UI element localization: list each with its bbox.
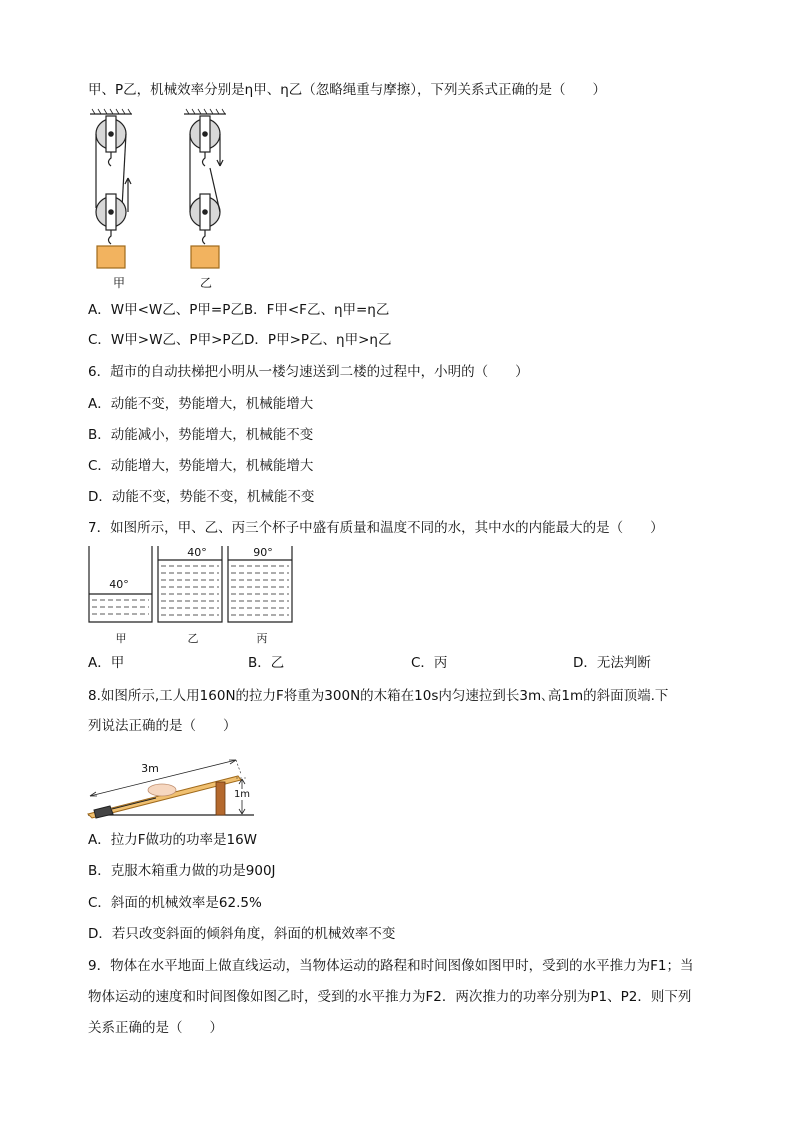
- q8-option-a: A．拉力F做功的功率是16W: [88, 832, 258, 848]
- q6-stem: 6．超市的自动扶梯把小明从一楼匀速送到二楼的过程中，小明的（ ）: [88, 364, 529, 380]
- cup-label-jia: 甲: [115, 632, 127, 645]
- q9-line2: 物体运动的速度和时间图像如图乙时，受到的水平推力为F2．两次推力的功率分别为P1、P2．则下列: [88, 989, 692, 1005]
- fig-label-yi: 乙: [199, 276, 212, 290]
- q8-option-d: D．若只改变斜面的倾斜角度，斜面的机械效率不变: [88, 926, 396, 942]
- pulley-figure: [84, 108, 244, 298]
- q5-stem-tail: 甲、P乙，机械效率分别是η甲、η乙（忽略绳重与摩擦），下列关系式正确的是（ ）: [88, 82, 607, 98]
- q6-option-c: C．动能增大，势能增大，机械能增大: [88, 458, 314, 474]
- q7-option-a: A．甲: [88, 655, 125, 671]
- cup-temp-bing: 90°: [253, 546, 273, 559]
- q8-option-c: C．斜面的机械效率是62.5%: [88, 895, 262, 911]
- q8-stem-line2: 列说法正确的是（ ）: [88, 718, 237, 734]
- q5-options-cd: C．W甲>W乙、P甲>P乙D．P甲>P乙、η甲>η乙: [88, 332, 392, 348]
- q8-stem-line1: 8.如图所示,工人用160N的拉力F将重为300N的木箱在10s内匀速拉到长3m､高1m的斜面顶端.下: [88, 688, 669, 704]
- q7-stem: 7．如图所示，甲、乙、丙三个杯子中盛有质量和温度不同的水，其中水的内能最大的是（ ）: [88, 520, 664, 536]
- incline-figure: [86, 752, 256, 822]
- q8-option-b: B．克服木箱重力做的功是900J: [88, 863, 276, 879]
- q5-options-ab: A．W甲<W乙、P甲=P乙B．F甲<F乙、η甲=η乙: [88, 302, 390, 318]
- q6-option-a: A．动能不变，势能增大，机械能增大: [88, 396, 314, 412]
- q9-line3: 关系正确的是（ ）: [88, 1020, 223, 1036]
- fig-label-jia: 甲: [112, 276, 125, 290]
- incline-height-label: 1m: [233, 789, 251, 800]
- q9-line1: 9．物体在水平地面上做直线运动，当物体运动的路程和时间图像如图甲时，受到的水平推力为F1；当: [88, 958, 694, 974]
- cup-label-yi: 乙: [187, 632, 199, 645]
- q7-option-b: B．乙: [248, 655, 285, 671]
- q6-option-d: D．动能不变，势能不变，机械能不变: [88, 489, 315, 505]
- q7-option-d: D．无法判断: [573, 655, 651, 671]
- incline-length-label: 3m: [141, 762, 159, 775]
- q7-option-c: C．丙: [411, 655, 448, 671]
- cup-temp-jia: 40°: [109, 578, 129, 591]
- cup-temp-yi: 40°: [187, 546, 207, 559]
- q6-option-b: B．动能减小，势能增大，机械能不变: [88, 427, 314, 443]
- cup-label-bing: 丙: [256, 632, 268, 645]
